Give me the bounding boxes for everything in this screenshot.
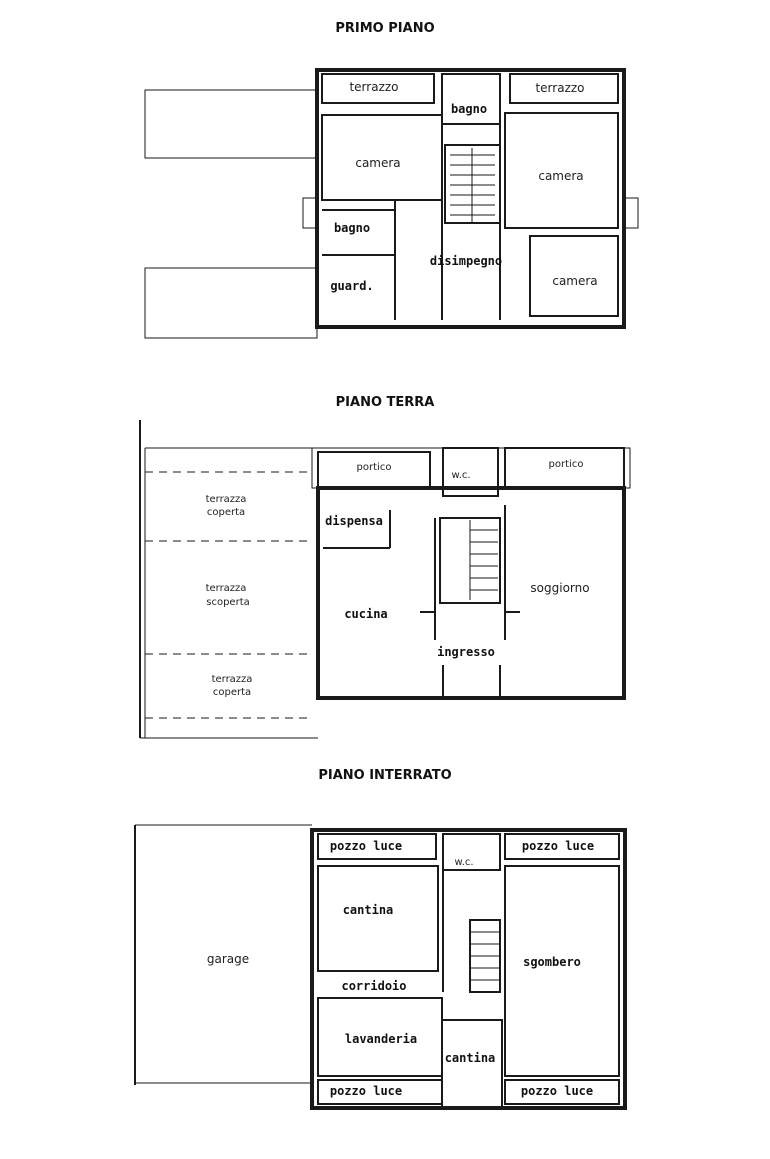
room-label-sgombero: sgombero <box>523 955 581 969</box>
room-label-coperta: coperta <box>212 687 252 698</box>
room-label-disimpegno: disimpegno <box>429 254 503 268</box>
room-label-terrazza: terrazza <box>205 583 247 594</box>
room-label-terrazza: terrazza <box>211 674 253 685</box>
bathroom-top <box>442 74 500 124</box>
room-label-lavanderia: lavanderia <box>344 1032 418 1046</box>
room-label-wc: w.c. <box>454 857 474 868</box>
outer-wall <box>312 830 625 1108</box>
room-label-terrazza: terrazza <box>205 494 247 505</box>
room-label-camera: camera <box>355 156 401 170</box>
room-label-camera: camera <box>538 169 584 183</box>
room-label-wc: w.c. <box>451 470 471 481</box>
plan-piano-terra <box>140 420 630 738</box>
plan-piano-interrato <box>135 825 625 1108</box>
room-label-bagno: bagno <box>450 102 488 116</box>
cellar-left <box>318 866 438 971</box>
room-label-garage: garage <box>206 952 250 966</box>
storage-room <box>505 866 619 1076</box>
room-label-camera: camera <box>552 274 598 288</box>
adjacent-roof-lower <box>145 268 317 338</box>
adjacent-roof-upper <box>145 90 317 158</box>
floor-title-primo-piano: PRIMO PIANO <box>335 21 435 36</box>
room-label-portico: portico <box>548 459 584 470</box>
room-label-cantina: cantina <box>342 903 394 917</box>
room-label-pozzo-luce: pozzo luce <box>329 839 403 853</box>
room-label-soggiorno: soggiorno <box>530 581 590 595</box>
room-label-pozzo-luce: pozzo luce <box>521 839 595 853</box>
room-label-pozzo-luce: pozzo luce <box>329 1084 403 1098</box>
room-label-ingresso: ingresso <box>437 645 495 659</box>
floor-title-piano-interrato: PIANO INTERRATO <box>318 768 452 783</box>
floor-title-piano-terra: PIANO TERRA <box>335 395 435 410</box>
room-label-coperta: coperta <box>206 507 246 518</box>
room-label-pozzo-luce: pozzo luce <box>520 1084 594 1098</box>
room-label-cantina: cantina <box>444 1051 496 1065</box>
room-label-bagno: bagno <box>333 221 371 235</box>
room-label-dispensa: dispensa <box>325 514 383 528</box>
room-label-corridoio: corridoio <box>341 979 407 993</box>
room-label-portico: portico <box>356 462 392 473</box>
room-label-scoperta: scoperta <box>206 597 250 608</box>
room-label-terrazzo: terrazzo <box>349 80 399 94</box>
room-label-guard: guard. <box>330 279 374 293</box>
room-label-terrazzo: terrazzo <box>535 81 585 95</box>
plan-primo-piano <box>145 70 638 338</box>
room-label-cucina: cucina <box>344 607 388 621</box>
